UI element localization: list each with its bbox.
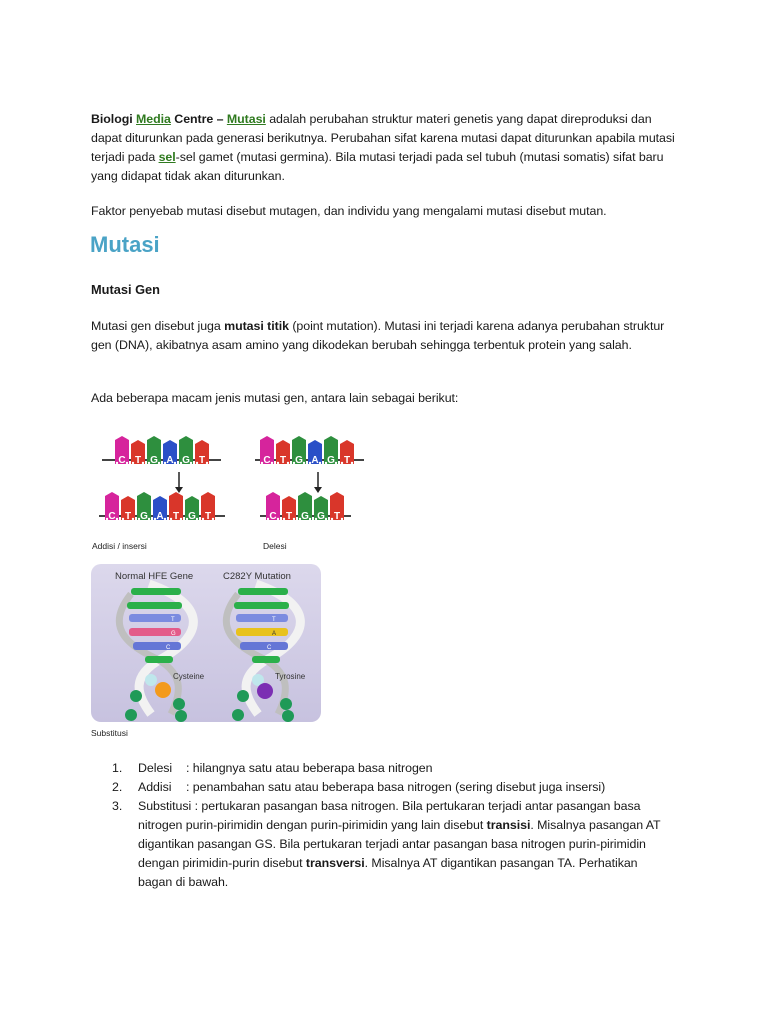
delesi-top-base-dot-6-2	[351, 462, 353, 464]
delesi-top-base-dot-1-2	[271, 462, 273, 464]
list-number: 3.	[112, 799, 123, 813]
delesi-bottom-base-dot-3-2	[309, 518, 311, 520]
caption-delesi: Delesi	[263, 541, 287, 551]
addisi-bottom-base-letter-7: T	[204, 511, 212, 522]
right-bead-1	[237, 690, 249, 702]
right-rung-2	[234, 602, 289, 609]
addisi-bottom-base-dot-7-1	[202, 518, 204, 520]
delesi-bottom-base-letter-5: T	[333, 511, 341, 522]
delesi-bottom-base-dot-4-1	[315, 518, 317, 520]
right-rung-5	[240, 642, 288, 650]
right-rung-3	[236, 614, 288, 622]
delesi-bottom-base-letter-2: T	[285, 511, 293, 522]
addisi-top-strand	[115, 436, 209, 466]
p3-c: (point mutation). Mutasi ini terjadi karena adanya perubahan struktur gen (DNA), akibatnya asam amino yang dikodekan berubah sehingga terbentuk protein yang salah.	[91, 319, 665, 352]
hfe-label-left: Normal HFE Gene	[115, 571, 194, 582]
addisi-bottom-base-letter-4: A	[156, 511, 164, 522]
delesi-top-base-letter-4: A	[311, 455, 319, 466]
amino-cysteine: Cysteine	[173, 672, 205, 681]
caption-substitusi: Substitusi	[91, 728, 128, 738]
delesi-top-base-dot-3-1	[293, 462, 295, 464]
addisi-bottom-base-dot-6-1	[186, 518, 188, 520]
list-desc: : penambahan satu atau beberapa basa nitrogen (sering disebut juga insersi)	[186, 780, 606, 794]
delesi-top-base-letter-1: C	[263, 455, 271, 466]
addisi-bottom-base-letter-5: T	[172, 511, 180, 522]
list-term: Delesi	[138, 761, 173, 775]
addisi-bottom-base-dot-2-1	[122, 518, 124, 520]
substitusi-figure	[91, 564, 321, 722]
right-base-3: C	[267, 645, 272, 651]
delesi-top-base-letter-3: G	[295, 455, 303, 466]
addisi-top-base-dot-3-1	[148, 462, 150, 464]
left-base-1: T	[171, 617, 175, 623]
addisi-bottom-base-dot-7-2	[212, 518, 214, 520]
left-bead-4	[175, 710, 187, 722]
addisi-bottom-base-dot-5-1	[170, 518, 172, 520]
left-link-bead	[145, 674, 157, 686]
mutation-types-list	[112, 759, 672, 892]
addisi-bottom-base-dot-1-1	[106, 518, 108, 520]
list-term: Addisi	[138, 780, 172, 794]
list-number: 1.	[112, 761, 123, 775]
delesi-top-base-dot-2-1	[277, 462, 279, 464]
delesi-top-base-letter-5: G	[327, 455, 335, 466]
term-transisi: transisi	[486, 818, 531, 832]
addisi-bottom-base-dot-4-1	[154, 518, 156, 520]
left-base-3: C	[166, 645, 171, 651]
mutasi-gen-paragraph	[91, 317, 671, 355]
delesi-top-base-dot-4-2	[319, 462, 321, 464]
left-rung-5	[133, 642, 181, 650]
addisi-top-base-dot-6-2	[206, 462, 208, 464]
delesi-bottom-base-letter-1: C	[269, 511, 277, 522]
addisi-top-base-dot-2-1	[132, 462, 134, 464]
delesi-top-base-dot-2-2	[287, 462, 289, 464]
delesi-arrowhead	[314, 487, 322, 493]
addisi-bottom-strand	[105, 492, 215, 522]
addisi-bottom-base-dot-1-2	[116, 518, 118, 520]
left-bead-1	[130, 690, 142, 702]
intro-rest-1: adalah perubahan struktur materi genetis yang dapat direproduksi dan dapat diturunkan pada generasi berikutnya. Perubahan sifat karena mutasi dapat diturunkan apabila mutasi terjadi pada	[91, 112, 675, 164]
addisi-bottom-base-dot-6-2	[196, 518, 198, 520]
addisi-top-base-letter-6: T	[198, 455, 206, 466]
tyrosine-dot	[257, 683, 273, 699]
delesi-bottom-base-letter-4: G	[317, 511, 325, 522]
intro-paragraph	[91, 110, 681, 186]
addisi-top-base-dot-3-2	[158, 462, 160, 464]
mutagen-paragraph: Faktor penyebab mutasi disebut mutagen, dan individu yang mengalami mutasi disebut mutan.	[91, 204, 607, 218]
right-bead-2	[280, 698, 292, 710]
delesi-top-base-dot-6-1	[341, 462, 343, 464]
addisi-figure	[95, 432, 230, 532]
delesi-bottom-base-dot-4-2	[325, 518, 327, 520]
delesi-bottom-base-dot-5-2	[341, 518, 343, 520]
addisi-bottom-base-dot-4-2	[164, 518, 166, 520]
left-bead-2	[173, 698, 185, 710]
right-bead-4	[282, 710, 294, 722]
addisi-bottom-base-dot-5-2	[180, 518, 182, 520]
addisi-arrowhead	[175, 487, 183, 493]
jenis-paragraph: Ada beberapa macam jenis mutasi gen, antara lain sebagai berikut:	[91, 391, 459, 405]
addisi-top-base-dot-4-2	[174, 462, 176, 464]
delesi-bottom-base-dot-2-1	[283, 518, 285, 520]
delesi-bottom-base-dot-2-2	[293, 518, 295, 520]
delesi-bottom-base-dot-1-1	[267, 518, 269, 520]
left-rung-1	[131, 588, 181, 595]
addisi-top-base-dot-4-1	[164, 462, 166, 464]
left-rung-6	[145, 656, 173, 663]
link-media[interactable]: Media	[136, 112, 171, 126]
addisi-bottom-base-dot-2-2	[132, 518, 134, 520]
left-bead-3	[125, 709, 137, 721]
addisi-top-base-dot-1-1	[116, 462, 118, 464]
list-desc: : hilangnya satu atau beberapa basa nitrogen	[186, 761, 433, 775]
addisi-top-base-letter-5: G	[182, 455, 190, 466]
addisi-bottom-base-letter-3: G	[140, 511, 148, 522]
delesi-bottom-strand	[266, 492, 344, 522]
list-item	[112, 778, 672, 797]
addisi-top-base-letter-2: T	[134, 455, 142, 466]
list-text-a: Substitusi : pertukaran pasangan basa nitrogen. Bila pertukaran terjadi antar pasangan basa nitrogen purin-pirimidin dengan purin-pirimidin yang lain disebut	[138, 799, 641, 832]
term-transversi: transversi	[305, 856, 365, 870]
list-number: 2.	[112, 780, 123, 794]
delesi-top-base-dot-5-1	[325, 462, 327, 464]
intro-mid: Centre –	[170, 112, 227, 126]
right-rung-4	[236, 628, 288, 636]
p3-b: mutasi titik	[224, 319, 289, 333]
addisi-bottom-base-letter-6: G	[188, 511, 196, 522]
delesi-bottom-base-dot-5-1	[331, 518, 333, 520]
delesi-bottom-base-dot-3-1	[299, 518, 301, 520]
intro-rest-2: -sel gamet (mutasi germina). Bila mutasi terjadi pada sel tubuh (mutasi somatis) sifat baru yang didapat tidak akan diturunkan.	[91, 150, 664, 183]
section-heading: Mutasi	[90, 232, 160, 257]
list-item	[112, 759, 672, 778]
delesi-top-base-letter-6: T	[343, 455, 351, 466]
addisi-top-base-dot-1-2	[126, 462, 128, 464]
addisi-top-base-letter-1: C	[118, 455, 126, 466]
delesi-top-strand	[260, 436, 354, 466]
left-base-2: G	[171, 631, 176, 637]
addisi-top-base-letter-3: G	[150, 455, 158, 466]
amino-tyrosine: Tyrosine	[275, 672, 306, 681]
delesi-bottom-base-letter-3: G	[301, 511, 309, 522]
delesi-top-base-dot-4-1	[309, 462, 311, 464]
addisi-bottom-base-letter-1: C	[108, 511, 116, 522]
list-text-e: . Misalnya AT digantikan pasangan TA. Perhatikan bagan di bawah.	[138, 856, 638, 889]
addisi-bottom-base-dot-3-1	[138, 518, 140, 520]
link-sel[interactable]: sel	[158, 150, 176, 164]
delesi-bottom-base-dot-1-2	[277, 518, 279, 520]
intro-lead: Biologi	[91, 112, 137, 126]
right-rung-1	[238, 588, 288, 595]
delesi-top-base-dot-1-1	[261, 462, 263, 464]
left-rung-2	[127, 602, 182, 609]
subheading-mutasi-gen: Mutasi Gen	[91, 282, 160, 297]
link-mutasi[interactable]: Mutasi	[226, 112, 266, 126]
addisi-top-base-dot-5-1	[180, 462, 182, 464]
addisi-bottom-base-dot-3-2	[148, 518, 150, 520]
caption-addisi: Addisi / insersi	[92, 541, 147, 551]
p3-a: Mutasi gen disebut juga	[91, 319, 225, 333]
delesi-top-base-letter-2: T	[279, 455, 287, 466]
hfe-label-right: C282Y Mutation	[223, 571, 291, 582]
addisi-top-base-letter-4: A	[166, 455, 174, 466]
addisi-top-base-dot-5-2	[190, 462, 192, 464]
right-base-1: T	[272, 617, 276, 623]
delesi-top-base-dot-5-2	[335, 462, 337, 464]
addisi-top-base-dot-6-1	[196, 462, 198, 464]
right-rung-6	[252, 656, 280, 663]
addisi-bottom-base-letter-2: T	[124, 511, 132, 522]
list-item	[112, 797, 672, 892]
list-text-c: . Misalnya pasangan AT digantikan pasangan GS. Bila pertukaran terjadi antar pasangan basa nitrogen purin-pirimidin dengan pirimidin-purin disebut	[138, 818, 661, 870]
addisi-top-base-dot-2-2	[142, 462, 144, 464]
right-base-2: A	[272, 631, 277, 637]
cysteine-dot	[155, 682, 171, 698]
delesi-top-base-dot-3-2	[303, 462, 305, 464]
right-bead-3	[232, 709, 244, 721]
delesi-figure	[248, 432, 368, 532]
